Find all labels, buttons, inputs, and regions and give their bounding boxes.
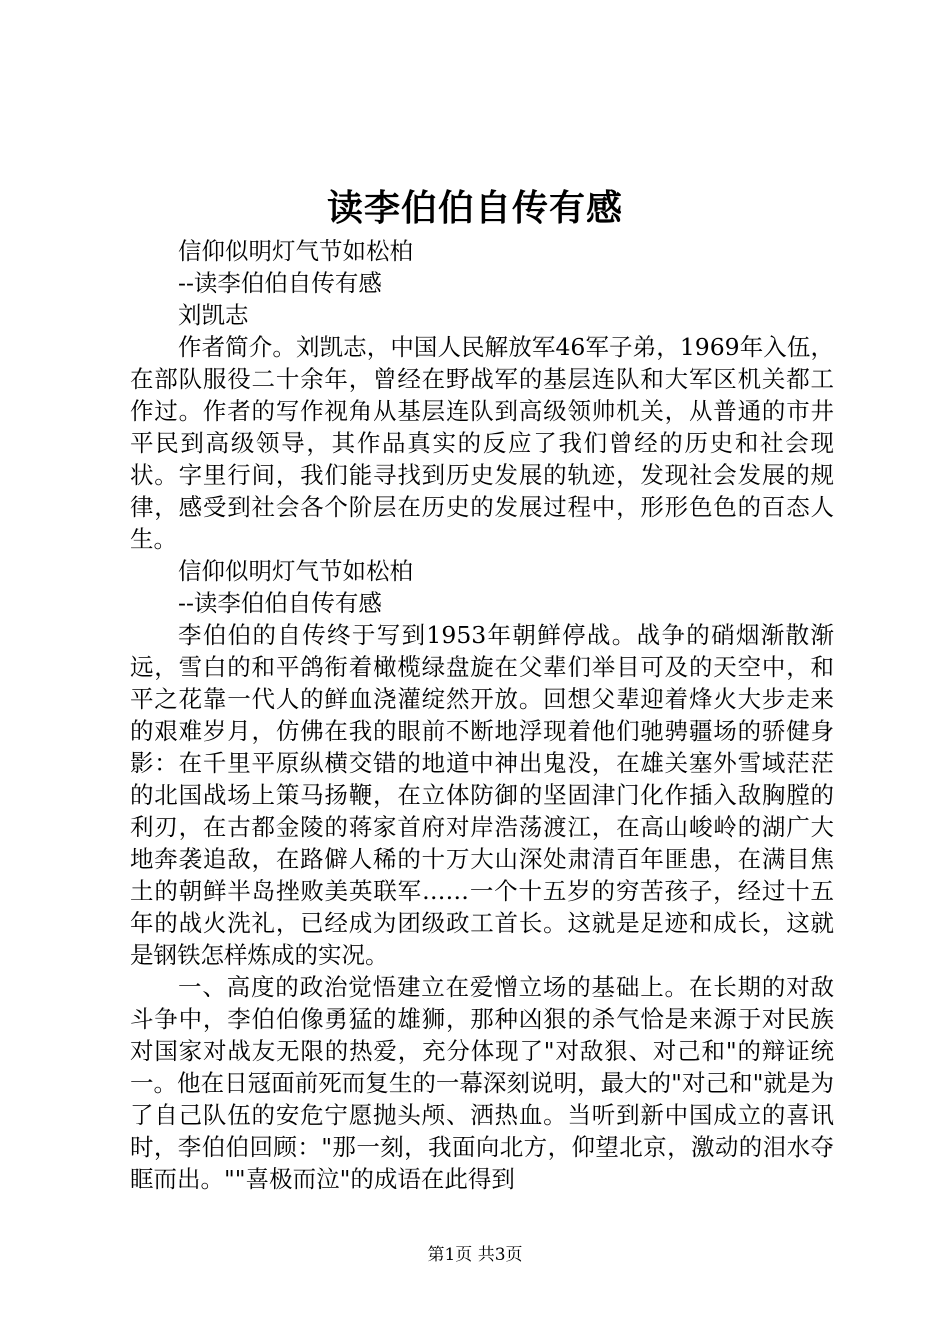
document-body (130, 235, 834, 1195)
subtitle-line: 信仰似明灯气节如松柏 (178, 557, 413, 585)
body-paragraph: 李伯伯的自传终于写到1953年朝鲜停战。战争的硝烟渐散渐远，雪白的和平鸽衔着橄榄绿盘旋在父辈们举目可及的天空中，和平之花靠一代人的鲜血浇灌绽然开放。回想父辈迎着烽火大步走来的艰难岁月，仿佛在我的眼前不断地浮现着他们驰骋疆场的骄健身影：在千里平原纵横交错的地道中神出鬼没，在雄关塞外雪域茫茫的北国战场上策马扬鞭，在立体防御的坚固津门化作插入敌胸膛的利刃，在古都金陵的蒋家首府对岸浩荡渡江，在高山峻岭的湖广大地奔袭追敌，在路僻人稀的十万大山深处肃清百年匪患，在满目焦土的朝鲜半岛挫败美英联军……一个十五岁的穷苦孩子，经过十五年的战火洗礼，已经成为团级政工首长。这就是足迹和成长，这就是钢铁怎样炼成的实况。 (130, 621, 834, 969)
page-title: 读李伯伯自传有感 (326, 187, 623, 229)
author-name: 刘凯志 (178, 301, 249, 329)
body-paragraph: 一、高度的政治觉悟建立在爱憎立场的基础上。在长期的对敌斗争中，李伯伯像勇猛的雄狮，那种凶狠的杀气恰是来源于对民族对国家对战友无限的热爱，充分体现了"对敌狠、对己和"的辩证统一。他在日冦面前死而复生的一幕深刻说明，最大的"对己和"就是为了自己队伍的安危宁愿抛头颅、洒热血。当听到新中国成立的喜讯时，李伯伯回顾："那一刻，我面向北方，仰望北京，激动的泪水夺眶而出。""喜极而泣"的成语在此得到 (130, 973, 834, 1193)
author-intro-paragraph: 作者简介。刘凯志，中国人民解放军46军子弟，1969年入伍，在部队服役二十余年，曾经在野战军的基层连队和大军区机关都工作过。作者的写作视角从基层连队到高级领帅机关，从普通的市井平民到高级领导，其作品真实的反应了我们曾经的历史和社会现状。字里行间，我们能寻找到历史发展的轨迹，发现社会发展的规律，感受到社会各个阶层在历史的发展过程中，形形色色的百态人生。 (130, 333, 834, 553)
subtitle-line: 信仰似明灯气节如松柏 (178, 237, 413, 265)
subtitle-line: --读李伯伯自传有感 (178, 269, 382, 297)
page-footer: 第1页 共3页 (427, 1245, 523, 1265)
subtitle-line: --读李伯伯自传有感 (178, 589, 382, 617)
